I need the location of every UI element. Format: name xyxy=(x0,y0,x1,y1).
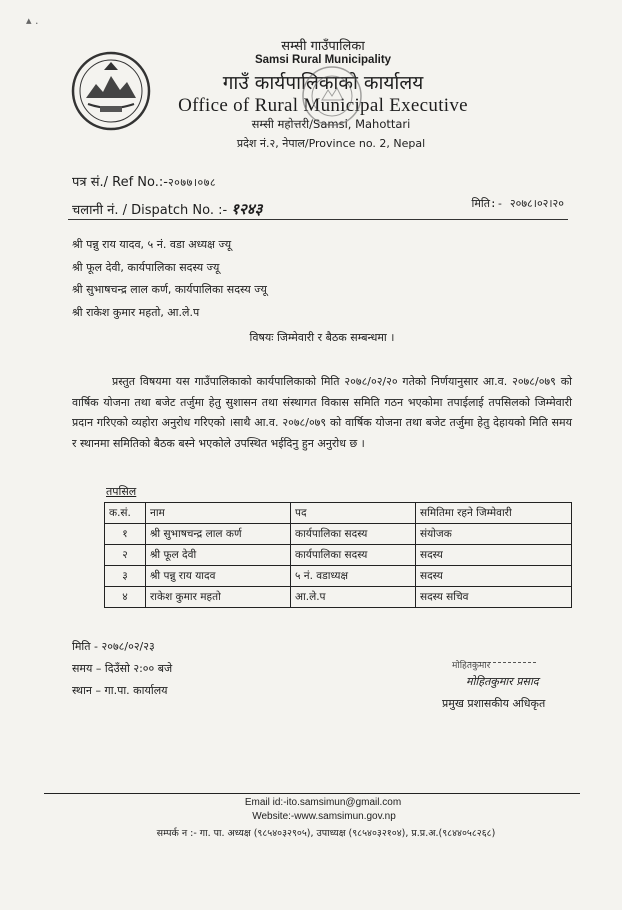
signature-stamp: मोहितकुमार xyxy=(452,661,491,671)
table-cell: ४ xyxy=(105,587,146,608)
table-cell: ५ नं. वडाध्यक्ष xyxy=(291,566,416,587)
recipient: श्री फूल देवी, कार्यपालिका सदस्य ज्यू xyxy=(72,260,220,274)
office-seal-icon xyxy=(300,64,364,128)
footer-email: Email id:-ito.samsimun@gmail.com xyxy=(244,797,402,808)
recipient: श्री राकेश कुमार महतो, आ.ले.प xyxy=(72,305,200,319)
table-cell: कार्यपालिका सदस्य xyxy=(291,545,416,566)
table-row xyxy=(105,524,572,545)
table-cell: ३ xyxy=(105,566,146,587)
table-cell: श्री फूल देवी xyxy=(146,545,291,566)
meeting-details xyxy=(72,636,172,702)
office-name-np: गाउँ कार्यपालिकाको कार्यालय xyxy=(222,72,424,94)
signatory-title: प्रमुख प्रशासकीय अधिकृत xyxy=(442,697,546,710)
footer-contact: सम्पर्क न :- गा. पा. अध्यक्ष (९८५४०३२९०५), उपाध्यक्ष (९८५४०३२१०४), प्र.प्र.अ.(९८४४०५८२६८) xyxy=(156,828,496,839)
municipality-name-np: सम्सी गाउँपालिका xyxy=(281,39,365,54)
column-header: क.सं. xyxy=(105,503,146,524)
table-row xyxy=(105,566,572,587)
recipient-list xyxy=(72,234,267,324)
table-cell: संयोजक xyxy=(416,524,572,545)
table-header-row xyxy=(105,503,572,524)
letter-body: प्रस्तुत विषयमा यस गाउँपालिकाको कार्यपालिकाको मिति २०७८/०२/२० गतेको निर्णयानुसार आ.व. २०७८/०७९ को वार्षिक योजना तथा बजेट तर्जुमा हेतु सुशासन तथा संस्थागत विकास समिति गठन भएकोमा तपाईलाई तपसिलको जिम्मेवारी प्रदान गरिएको व्यहोरा अनुरोध गरिएको ।साथै आ.व. २०७८/०७९ को वार्षिक योजना तथा बजेट तर्जुमा हेतु देहायको मिति समय र स्थानमा समितिको बैठक बस्ने भएकोले उपस्थित भईदिनु हुन अनुरोध छ । xyxy=(72,375,572,450)
meeting-place: स्थान – गा.पा. कार्यालय xyxy=(72,684,168,697)
table-cell: श्री सुभाषचन्द्र लाल कर्ण xyxy=(146,524,291,545)
meeting-time: समय – दिउँसो २:०० बजे xyxy=(72,662,173,675)
table-row xyxy=(105,587,572,608)
header-divider xyxy=(68,219,568,220)
responsibility-table xyxy=(104,502,572,608)
footer-divider xyxy=(44,793,580,794)
table-cell: आ.ले.प xyxy=(291,587,416,608)
dispatch-label: चलानी नं. / Dispatch No. :- xyxy=(72,203,228,218)
table-cell: राकेश कुमार महतो xyxy=(146,587,291,608)
dispatch-value: १२४३ xyxy=(231,200,263,218)
table-cell: कार्यपालिका सदस्य xyxy=(291,524,416,545)
office-name-en: Office of Rural Municipal Executive xyxy=(178,95,468,116)
province: प्रदेश नं.२, नेपाल/Province no. 2, Nepal xyxy=(236,137,426,150)
table-row xyxy=(105,545,572,566)
subject-line: विषयः जिम्मेवारी र बैठक सम्बन्धमा । xyxy=(249,331,395,344)
letter-date: मिति:- २०७८।०२।२० xyxy=(471,197,564,210)
column-header: पद xyxy=(291,503,416,524)
ref-label: पत्र सं./ Ref No.:- xyxy=(72,175,168,190)
meeting-date: मिति - २०७८/०२/२३ xyxy=(72,640,155,653)
dispatch-number xyxy=(72,199,262,219)
table-cell: सदस्य xyxy=(416,566,572,587)
table-caption: तपसिल xyxy=(106,485,137,498)
recipient: श्री सुभाषचन्द्र लाल कर्ण, कार्यपालिका सदस्य ज्यू xyxy=(72,283,267,296)
recipient: श्री पन्नु राय यादव, ५ नं. वडा अध्यक्ष ज्यू xyxy=(72,238,232,251)
signatory-name: मोहितकुमार प्रसाद xyxy=(466,675,539,688)
footer-website: Website:-www.samsimun.gov.np xyxy=(252,811,396,822)
column-header: नाम xyxy=(146,503,291,524)
ref-number xyxy=(72,172,216,190)
scan-mark: ▴ . xyxy=(26,14,39,27)
address: सम्सी महोत्तरी/Samsi, Mahottari xyxy=(251,117,411,131)
table-cell: सदस्य सचिव xyxy=(416,587,572,608)
ref-value: २०७७।०७८ xyxy=(167,176,217,189)
column-header: समितिमा रहने जिम्मेवारी xyxy=(416,503,572,524)
table-cell: २ xyxy=(105,545,146,566)
table-cell: सदस्य xyxy=(416,545,572,566)
municipality-name-en: Samsi Rural Municipality xyxy=(254,54,392,66)
table-cell: श्री पन्नु राय यादव xyxy=(146,566,291,587)
table-cell: १ xyxy=(105,524,146,545)
